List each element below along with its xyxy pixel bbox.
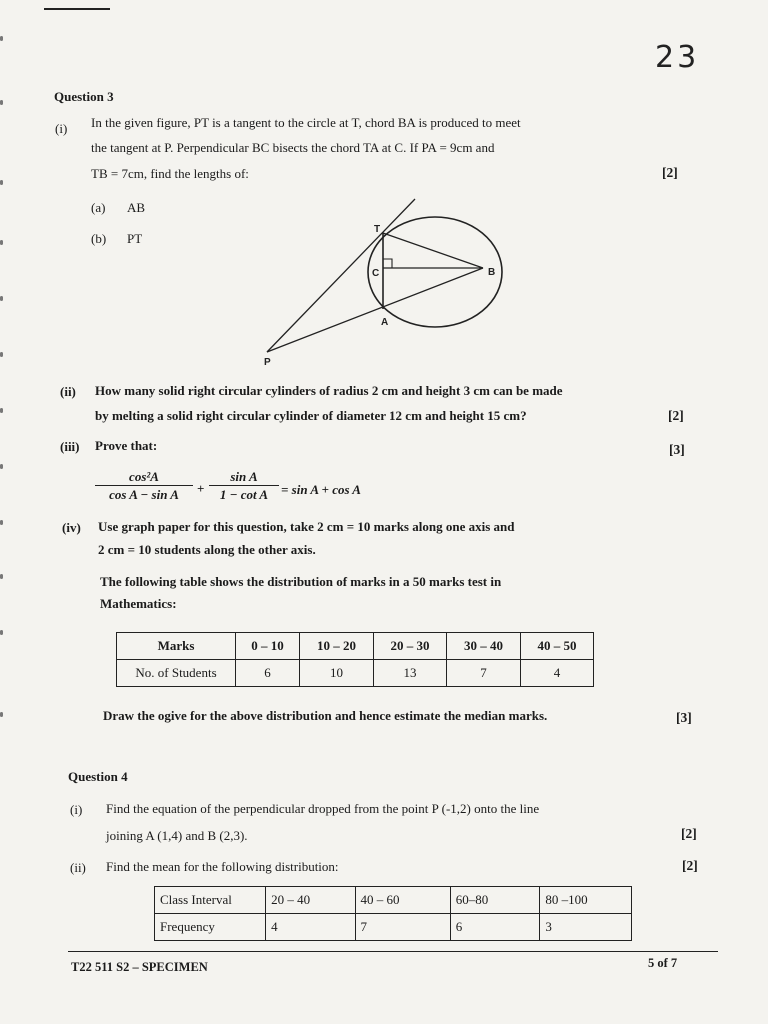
point-label-A: A [381, 317, 389, 328]
footer-rule [68, 951, 718, 952]
q3-iv-marks: [3] [676, 710, 692, 725]
fraction-1-denominator: cos A − sin A [95, 485, 193, 503]
table-cell: 80 –100 [540, 887, 632, 914]
q3-iv-line3: The following table shows the distribution of marks in a 50 marks test in [100, 574, 502, 589]
table-cell: 6 [450, 914, 540, 941]
marks-distribution-table [116, 632, 594, 687]
table-cell: 20 – 30 [374, 633, 447, 660]
table-cell: 30 – 40 [447, 633, 521, 660]
table-cell: Marks [117, 633, 236, 660]
table-row [117, 633, 594, 660]
table-cell: Class Interval [155, 887, 266, 914]
q3-iv-line1: Use graph paper for this question, take 2 cm = 10 marks along one axis and [98, 519, 515, 534]
q4-ii-number: (ii) [70, 860, 86, 875]
right-angle-mark [383, 259, 392, 268]
point-label-T: T [374, 224, 381, 235]
table-cell: 60–80 [450, 887, 540, 914]
table-cell: 40 – 50 [521, 633, 594, 660]
table-cell: 10 – 20 [300, 633, 374, 660]
table-cell: 13 [374, 660, 447, 687]
frequency-distribution-table [154, 886, 632, 941]
tangent-circle-figure [255, 195, 515, 375]
q4-ii-marks: [2] [682, 858, 698, 873]
q3-iv-line4: Mathematics: [100, 596, 177, 611]
table-cell: 20 – 40 [266, 887, 355, 914]
q3-iii-number: (iii) [60, 439, 80, 454]
identity-fraction-1 [95, 469, 193, 503]
q3-i-line1: In the given figure, PT is a tangent to the circle at T, chord BA is produced to meet [91, 115, 521, 130]
q3-i-b-text: PT [127, 231, 143, 246]
footer-paper-code: T22 511 S2 – SPECIMEN [71, 960, 208, 974]
tangent-line-PT [267, 199, 415, 352]
table-row [155, 887, 632, 914]
q3-iv-number: (iv) [62, 520, 81, 535]
q3-i-number: (i) [55, 121, 68, 136]
table-cell: 6 [236, 660, 300, 687]
circle [368, 217, 502, 327]
q3-iv-instruction: Draw the ogive for the above distribution and hence estimate the median marks. [103, 708, 548, 723]
q4-i-number: (i) [70, 802, 83, 817]
q3-i-a-text: AB [127, 200, 146, 215]
table-cell: 4 [521, 660, 594, 687]
q3-i-a-label: (a) [91, 200, 106, 215]
identity-rhs: = sin A + cos A [281, 482, 361, 497]
fraction-2-denominator: 1 − cot A [209, 485, 279, 503]
point-label-P: P [264, 357, 271, 368]
footer-page-count: 5 of 7 [648, 956, 678, 970]
q3-i-line2: the tangent at P. Perpendicular BC bisects the chord TA at C. If PA = 9cm and [91, 140, 495, 155]
table-cell: 40 – 60 [355, 887, 450, 914]
identity-plus-sign: + [197, 481, 205, 496]
q3-i-marks: [2] [662, 165, 678, 180]
table-row [117, 660, 594, 687]
q3-ii-line2: by melting a solid right circular cylinder of diameter 12 cm and height 15 cm? [95, 408, 527, 423]
q3-ii-line1: How many solid right circular cylinders of radius 2 cm and height 3 cm can be made [95, 383, 563, 398]
q3-i-line3: TB = 7cm, find the lengths of: [91, 166, 249, 181]
q4-ii-text: Find the mean for the following distribution: [106, 859, 339, 874]
q4-i-line1: Find the equation of the perpendicular dropped from the point P (-1,2) onto the line [106, 801, 540, 816]
fraction-2-numerator: sin A [230, 469, 258, 484]
q3-iii-marks: [3] [669, 442, 685, 457]
table-cell: 7 [447, 660, 521, 687]
chord-TB [383, 233, 483, 268]
table-cell: Frequency [155, 914, 266, 941]
table-cell: 0 – 10 [236, 633, 300, 660]
table-cell: 4 [266, 914, 355, 941]
q4-i-line2: joining A (1,4) and B (2,3). [106, 828, 248, 843]
table-cell: No. of Students [117, 660, 236, 687]
q3-iv-line2: 2 cm = 10 students along the other axis. [98, 542, 316, 557]
handwritten-page-number: 23 [655, 40, 700, 75]
q3-iii-text: Prove that: [95, 438, 158, 453]
identity-fraction-2 [209, 469, 279, 503]
table-cell: 7 [355, 914, 450, 941]
question-3-heading: Question 3 [54, 89, 114, 104]
top-mark-line [44, 8, 110, 10]
table-cell: 10 [300, 660, 374, 687]
q3-i-b-label: (b) [91, 231, 107, 246]
point-label-B: B [488, 267, 496, 278]
table-cell: 3 [540, 914, 632, 941]
question-4-heading: Question 4 [68, 769, 128, 784]
q4-i-marks: [2] [681, 826, 697, 841]
secant-line-PB [267, 268, 483, 352]
fraction-1-numerator: cos²A [129, 469, 159, 484]
q3-ii-marks: [2] [668, 408, 684, 423]
q3-ii-number: (ii) [60, 384, 76, 399]
point-label-C: C [372, 268, 380, 279]
table-row [155, 914, 632, 941]
